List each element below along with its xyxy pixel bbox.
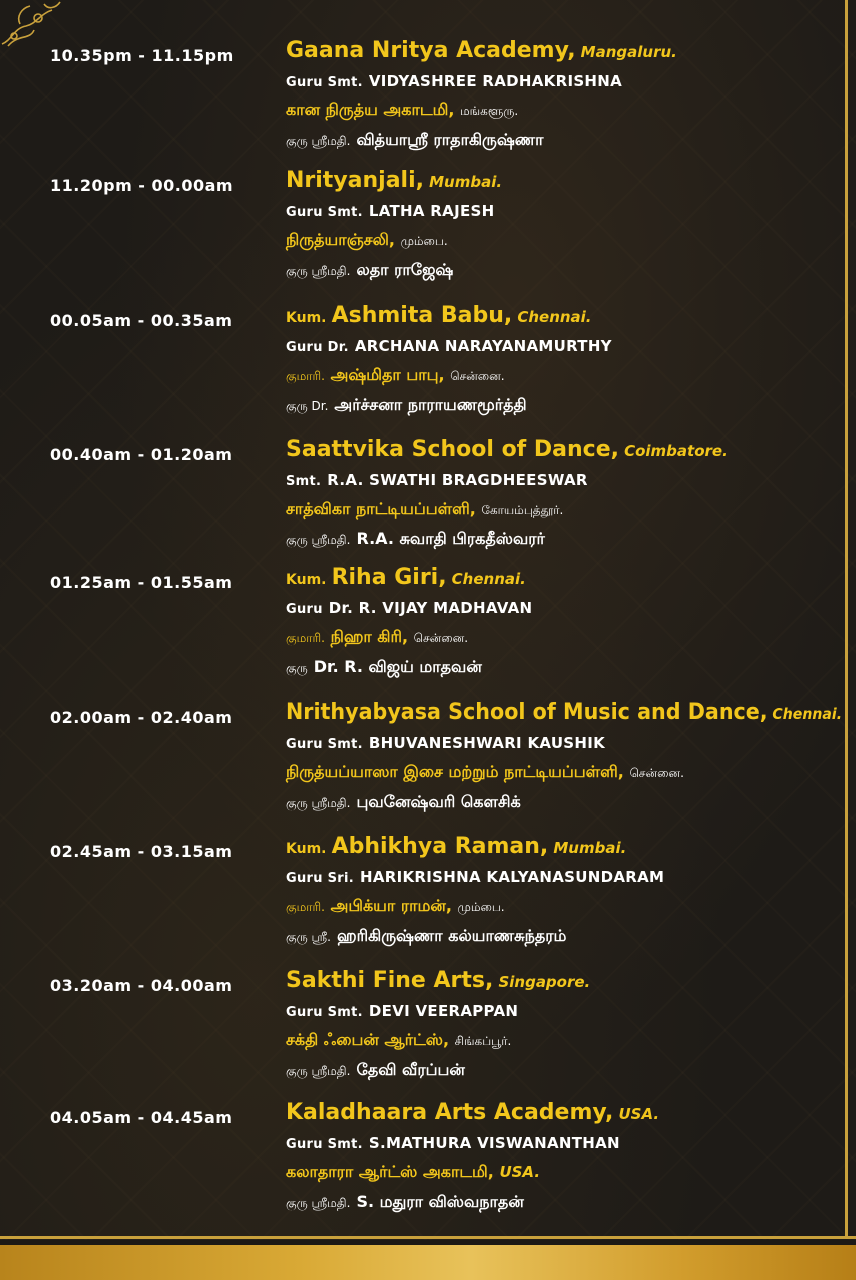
performer-name: Saattvika School of Dance, bbox=[286, 437, 619, 462]
performer-title bbox=[286, 834, 626, 859]
tamil-guru-name: R.A. சுவாதி பிரகதீஸ்வரர் bbox=[356, 529, 545, 548]
title-prefix: Kum. bbox=[286, 310, 327, 326]
tamil-guru-name: வித்யாஸ்ரீ ராதாகிருஷ்ணா bbox=[356, 130, 544, 149]
guru-line bbox=[286, 868, 664, 886]
tamil-guru-line bbox=[286, 657, 482, 678]
performer-title bbox=[286, 700, 842, 725]
tamil-city: கோயம்புத்தூர். bbox=[481, 503, 564, 517]
performer-city: USA. bbox=[618, 1105, 660, 1123]
tamil-title bbox=[286, 627, 468, 648]
guru-name: R.A. SWATHI BRAGDHEESWAR bbox=[327, 471, 588, 489]
performer-city: Mumbai. bbox=[429, 173, 503, 191]
guru-line bbox=[286, 202, 494, 220]
right-border-rule bbox=[845, 0, 848, 1238]
performer-name: Sakthi Fine Arts, bbox=[286, 968, 494, 993]
tamil-guru-prefix: குரு ஸ்ரீமதி. bbox=[286, 533, 351, 547]
performer-title bbox=[286, 565, 526, 590]
performer-name: Abhikhya Raman, bbox=[331, 834, 549, 859]
tamil-name: நிருத்யப்யாஸா இசை மற்றும் நாட்டியப்பள்ளி, bbox=[286, 762, 624, 781]
tamil-guru-name: ஹரிகிருஷ்ணா கல்யாணசுந்தரம் bbox=[336, 926, 567, 945]
tamil-name: அஷ்மிதா பாபு, bbox=[330, 365, 445, 384]
tamil-guru-prefix: குரு ஸ்ரீ. bbox=[286, 930, 331, 944]
title-prefix: Kum. bbox=[286, 841, 327, 857]
performer-title bbox=[286, 38, 677, 63]
tamil-guru-prefix: குரு ஸ்ரீமதி. bbox=[286, 264, 351, 278]
tamil-name: சக்தி ஃபைன் ஆர்ட்ஸ், bbox=[286, 1030, 450, 1049]
guru-line bbox=[286, 1002, 518, 1020]
tamil-guru-line bbox=[286, 1192, 524, 1213]
guru-prefix: Guru Smt. bbox=[286, 737, 363, 752]
guru-prefix: Smt. bbox=[286, 474, 322, 489]
tamil-title bbox=[286, 1162, 540, 1183]
guru-prefix: Guru Dr. bbox=[286, 340, 349, 355]
guru-line bbox=[286, 599, 532, 617]
performer-name: Nrityanjali, bbox=[286, 168, 424, 193]
performer-city: Coimbatore. bbox=[624, 442, 728, 460]
tamil-guru-line bbox=[286, 395, 527, 416]
performer-city: Chennai. bbox=[772, 705, 843, 723]
guru-line bbox=[286, 734, 605, 752]
performer-name: Gaana Nritya Academy, bbox=[286, 38, 576, 63]
tamil-title bbox=[286, 230, 448, 251]
tamil-city: மும்பை. bbox=[457, 900, 505, 914]
tamil-guru-prefix: குரு ஸ்ரீமதி. bbox=[286, 1064, 351, 1078]
corner-ornament-icon bbox=[0, 0, 62, 50]
time-slot: 11.20pm - 00.00am bbox=[50, 176, 234, 195]
performer-title bbox=[286, 168, 502, 193]
guru-name: LATHA RAJESH bbox=[368, 202, 495, 220]
performer-city: Mangaluru. bbox=[580, 43, 677, 61]
tamil-title bbox=[286, 1030, 511, 1051]
tamil-name: சாத்விகா நாட்டியப்பள்ளி, bbox=[286, 499, 476, 518]
tamil-guru-line bbox=[286, 130, 544, 151]
tamil-guru-name: புவனேஷ்வரி கௌசிக் bbox=[356, 792, 521, 811]
tamil-guru-line bbox=[286, 1060, 465, 1081]
performer-city: Chennai. bbox=[517, 308, 592, 326]
tamil-guru-name: Dr. R. விஜய் மாதவன் bbox=[313, 657, 482, 676]
time-slot: 10.35pm - 11.15pm bbox=[50, 46, 234, 65]
time-slot: 03.20am - 04.00am bbox=[50, 976, 233, 995]
guru-line bbox=[286, 471, 588, 489]
tamil-prefix: குமாரி. bbox=[286, 631, 325, 645]
tamil-guru-name: அர்ச்சனா நாராயணமூர்த்தி bbox=[334, 395, 527, 414]
guru-line bbox=[286, 337, 612, 355]
tamil-guru-prefix: குரு ஸ்ரீமதி. bbox=[286, 134, 351, 148]
guru-name: HARIKRISHNA KALYANASUNDARAM bbox=[360, 868, 665, 886]
bottom-divider bbox=[0, 1236, 856, 1239]
performer-name: Kaladhaara Arts Academy, bbox=[286, 1100, 614, 1125]
tamil-guru-name: தேவி வீரப்பன் bbox=[356, 1060, 465, 1079]
tamil-name: நிருத்யாஞ்சலி, bbox=[286, 230, 395, 249]
tamil-name: கான நிருத்ய அகாடமி, bbox=[286, 100, 455, 119]
tamil-title bbox=[286, 365, 505, 386]
tamil-prefix: குமாரி. bbox=[286, 900, 325, 914]
bottom-gold-band bbox=[0, 1245, 856, 1280]
tamil-name: நிஹா கிரி, bbox=[330, 627, 409, 646]
performer-name: Riha Giri, bbox=[331, 565, 447, 590]
tamil-city: சென்னை. bbox=[629, 766, 684, 780]
guru-prefix: Guru Smt. bbox=[286, 1137, 363, 1152]
tamil-guru-name: S. மதுரா விஸ்வநாதன் bbox=[356, 1192, 524, 1211]
tamil-city: சென்னை. bbox=[413, 631, 469, 645]
tamil-title bbox=[286, 499, 563, 520]
performer-name: Ashmita Babu, bbox=[331, 303, 513, 328]
title-prefix: Kum. bbox=[286, 572, 327, 588]
tamil-city: மங்களூரு. bbox=[459, 104, 519, 118]
tamil-city: சென்னை. bbox=[450, 369, 505, 383]
guru-name: Dr. R. VIJAY MADHAVAN bbox=[328, 599, 533, 617]
performer-title bbox=[286, 437, 728, 462]
guru-line bbox=[286, 1134, 620, 1152]
performer-city: Chennai. bbox=[451, 570, 526, 588]
guru-line bbox=[286, 72, 622, 90]
time-slot: 02.00am - 02.40am bbox=[50, 708, 233, 727]
tamil-guru-prefix: குரு ஸ்ரீமதி. bbox=[286, 796, 351, 810]
tamil-guru-line bbox=[286, 792, 521, 813]
tamil-title bbox=[286, 896, 505, 917]
performer-title bbox=[286, 968, 590, 993]
guru-prefix: Guru Smt. bbox=[286, 75, 363, 90]
tamil-name: கலாதாரா ஆர்ட்ஸ் அகாடமி, bbox=[286, 1162, 494, 1181]
tamil-guru-name: லதா ராஜேஷ் bbox=[356, 260, 454, 279]
tamil-guru-prefix: குரு Dr. bbox=[286, 399, 329, 413]
guru-prefix: Guru Smt. bbox=[286, 1005, 363, 1020]
tamil-title bbox=[286, 100, 518, 121]
performer-title bbox=[286, 1100, 659, 1125]
tamil-guru-line bbox=[286, 926, 566, 947]
tamil-prefix: குமாரி. bbox=[286, 369, 325, 383]
guru-name: ARCHANA NARAYANAMURTHY bbox=[354, 337, 612, 355]
guru-name: S.MATHURA VISWANANTHAN bbox=[368, 1134, 620, 1152]
tamil-guru-prefix: குரு bbox=[286, 661, 308, 675]
tamil-city: USA. bbox=[499, 1163, 541, 1181]
time-slot: 00.40am - 01.20am bbox=[50, 445, 233, 464]
tamil-city: சிங்கப்பூர். bbox=[454, 1034, 512, 1048]
performer-title bbox=[286, 303, 592, 328]
tamil-title bbox=[286, 762, 684, 783]
guru-name: DEVI VEERAPPAN bbox=[368, 1002, 519, 1020]
guru-prefix: Guru Sri. bbox=[286, 871, 354, 886]
tamil-guru-prefix: குரு ஸ்ரீமதி. bbox=[286, 1196, 351, 1210]
guru-prefix: Guru Smt. bbox=[286, 205, 363, 220]
tamil-guru-line bbox=[286, 260, 453, 281]
tamil-city: மும்பை. bbox=[400, 234, 448, 248]
time-slot: 00.05am - 00.35am bbox=[50, 311, 233, 330]
guru-prefix: Guru bbox=[286, 602, 323, 617]
time-slot: 04.05am - 04.45am bbox=[50, 1108, 233, 1127]
tamil-name: அபிக்யா ராமன், bbox=[330, 896, 452, 915]
performer-name: Nrithyabyasa School of Music and Dance, bbox=[286, 700, 768, 725]
performer-city: Singapore. bbox=[498, 973, 591, 991]
tamil-guru-line bbox=[286, 529, 545, 550]
guru-name: BHUVANESHWARI KAUSHIK bbox=[368, 734, 606, 752]
time-slot: 01.25am - 01.55am bbox=[50, 573, 233, 592]
time-slot: 02.45am - 03.15am bbox=[50, 842, 233, 861]
guru-name: VIDYASHREE RADHAKRISHNA bbox=[368, 72, 623, 90]
performer-city: Mumbai. bbox=[553, 839, 627, 857]
